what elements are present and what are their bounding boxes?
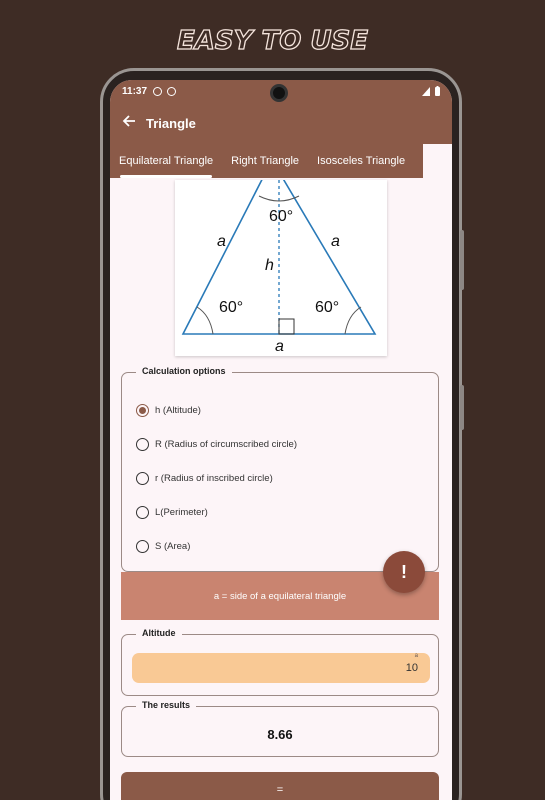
tab-bar <box>110 144 423 178</box>
radio-button[interactable] <box>136 404 149 417</box>
option-inradius[interactable] <box>136 472 273 485</box>
calculation-options-group <box>121 366 439 572</box>
tab-right[interactable]: Right Triangle <box>231 155 300 167</box>
shield-status-icon <box>153 87 162 96</box>
option-area[interactable] <box>136 540 190 553</box>
right-angle-mark <box>279 319 294 334</box>
phone-side-button <box>460 385 464 430</box>
page-title: Triangle <box>146 115 196 131</box>
option-label: h (Altitude) <box>155 405 201 416</box>
triangle-shape <box>183 180 375 334</box>
front-camera <box>270 84 288 102</box>
results-group <box>121 700 439 757</box>
status-time: 11:37 <box>122 85 148 97</box>
option-altitude[interactable] <box>136 404 201 417</box>
battery-icon <box>435 86 440 96</box>
option-perimeter[interactable] <box>136 506 208 519</box>
app-screen <box>110 80 452 800</box>
description-banner: a = side of a equilateral triangle <box>121 572 439 620</box>
info-fab-button[interactable]: ! <box>383 551 425 593</box>
result-value: 8.66 <box>267 727 293 742</box>
input-label: a <box>414 653 418 659</box>
radio-button[interactable] <box>136 472 149 485</box>
signal-icon <box>422 87 430 96</box>
app-status-icon <box>167 87 176 96</box>
back-arrow-icon[interactable] <box>122 114 136 133</box>
option-label: L(Perimeter) <box>155 507 208 518</box>
left-angle-arc <box>197 307 213 334</box>
input-value[interactable]: 10 <box>405 662 418 674</box>
radio-button[interactable] <box>136 438 149 451</box>
altitude-legend: Altitude <box>136 628 182 638</box>
phone-side-button <box>460 230 464 290</box>
tab-isosceles[interactable]: Isosceles Triangle <box>317 155 406 167</box>
results-legend: The results <box>136 700 196 710</box>
option-label: S (Area) <box>155 541 191 552</box>
base-label: a <box>275 338 284 355</box>
side-a-input[interactable] <box>132 653 430 683</box>
triangle-diagram <box>175 180 387 356</box>
height-label: h <box>265 257 274 274</box>
side-right-label: a <box>331 233 340 250</box>
tab-equilateral[interactable]: Equilateral Triangle <box>110 144 222 178</box>
calculation-options-legend: Calculation options <box>136 366 232 376</box>
calculate-button[interactable]: = <box>121 772 439 800</box>
side-left-label: a <box>217 233 226 250</box>
angle-left-label: 60° <box>219 299 244 316</box>
radio-button[interactable] <box>136 540 149 553</box>
headline: EASY TO USE <box>177 26 368 56</box>
altitude-group <box>121 628 439 696</box>
angle-right-label: 60° <box>315 299 340 316</box>
radio-button[interactable] <box>136 506 149 519</box>
angle-top-label: 60° <box>269 208 294 225</box>
option-label: r (Radius of inscribed circle) <box>155 473 273 484</box>
right-angle-arc <box>345 307 361 334</box>
app-bar <box>110 102 452 144</box>
option-circumradius[interactable] <box>136 438 297 451</box>
option-label: R (Radius of circumscribed circle) <box>155 439 298 450</box>
